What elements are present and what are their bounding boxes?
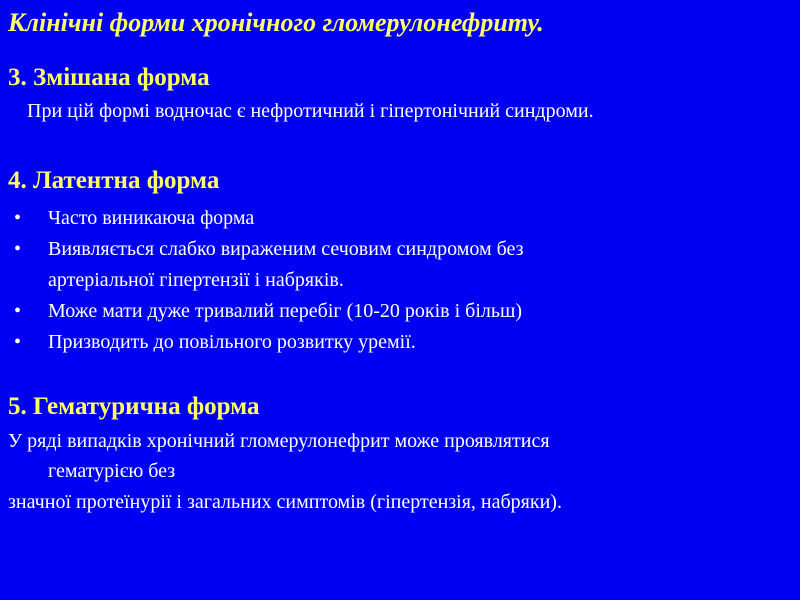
bullet-item xyxy=(14,234,524,296)
bullet-item xyxy=(14,203,524,234)
bullet-text: Призводить до повільного розвитку уремії. xyxy=(48,331,416,353)
bullet-icon: • xyxy=(14,207,22,229)
section-5-line-3: значної протеїнурії і загальних симптомів (гіпертензія, набряки). xyxy=(8,491,562,513)
bullet-text: Виявляється слабко вираженим сечовим синдромом без xyxy=(48,238,524,260)
bullet-icon: • xyxy=(14,300,22,322)
bullet-text: Часто виникаюча форма xyxy=(48,207,255,229)
section-5-line-2: гематурією без xyxy=(48,460,176,482)
slide-title: Клінічні форми хронічного гломерулонефриту. xyxy=(8,8,544,37)
section-3-heading: 3. Змішана форма xyxy=(8,64,210,91)
section-4-bullet-list xyxy=(14,203,524,358)
bullet-text: Може мати дуже тривалий перебіг (10-20 років і більш) xyxy=(48,300,523,322)
section-5-heading: 5. Гематурична форма xyxy=(8,393,260,420)
bullet-item xyxy=(14,327,524,358)
bullet-icon: • xyxy=(14,331,22,353)
bullet-text-continuation: артеріальної гіпертензії і набряків. xyxy=(48,269,344,291)
bullet-item xyxy=(14,296,524,327)
section-3-text: При цій формі водночас є нефротичний і гіпертонічний синдроми. xyxy=(27,100,594,122)
section-5-line-1: У ряді випадків хронічний гломерулонефрит може проявлятися xyxy=(8,430,550,452)
section-4-heading: 4. Латентна форма xyxy=(8,167,220,194)
bullet-icon: • xyxy=(14,238,22,260)
